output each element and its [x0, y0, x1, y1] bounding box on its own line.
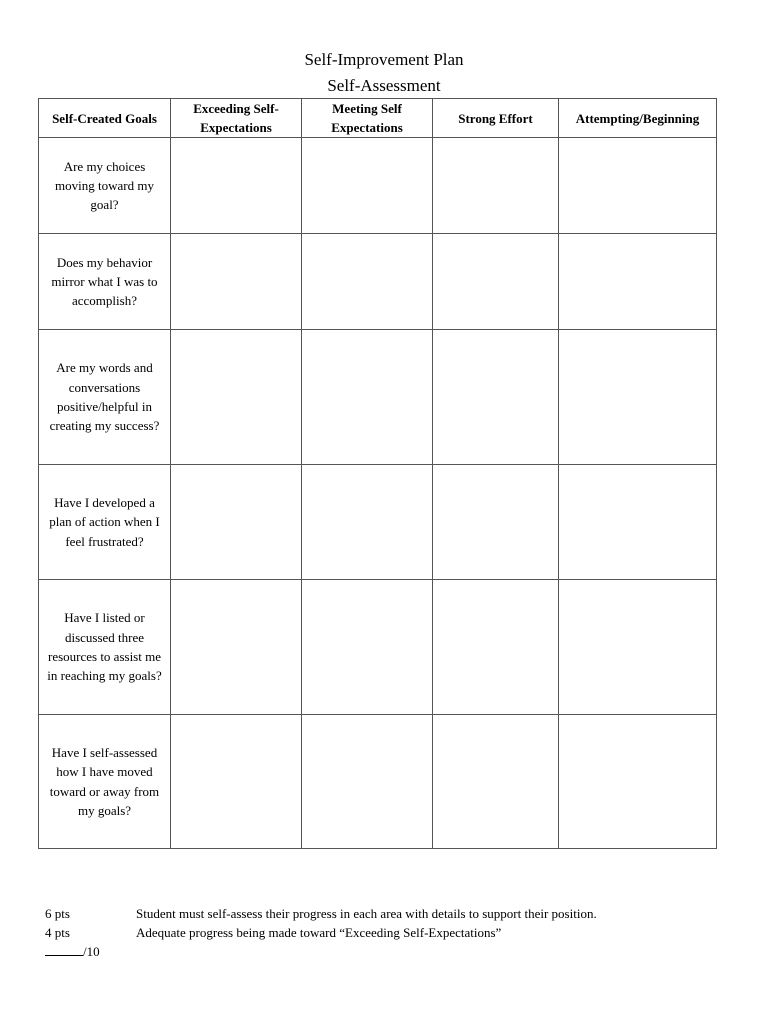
rating-cell-meeting	[302, 138, 433, 234]
goal-cell	[39, 465, 171, 580]
goal-text: Have I self-assessed how I have moved toward or away from my goals?	[49, 744, 160, 818]
goal-cell	[39, 715, 171, 849]
goal-cell	[39, 138, 171, 234]
self-assessment-table	[38, 98, 717, 849]
rating-cell-meeting	[302, 465, 433, 580]
rating-cell-meeting	[302, 234, 433, 330]
rating-cell-strong-effort	[433, 715, 559, 849]
rating-cell-exceeding	[171, 580, 302, 715]
table-row	[39, 580, 717, 715]
rating-cell-exceeding	[171, 138, 302, 234]
rating-cell-strong-effort	[433, 465, 559, 580]
table-row	[39, 138, 717, 234]
scoring-points: 4 pts	[45, 925, 70, 940]
rating-cell-attempting	[559, 580, 717, 715]
goal-cell	[39, 330, 171, 465]
page-title: Self-Improvement Plan	[304, 50, 464, 69]
goal-text: Have I developed a plan of action when I feel frustrated?	[49, 495, 160, 549]
score-blank	[45, 943, 83, 956]
rating-cell-meeting	[302, 330, 433, 465]
rating-cell-attempting	[559, 330, 717, 465]
rating-cell-meeting	[302, 580, 433, 715]
header-exceeding-self-expectations: Exceeding Self-Expectations	[171, 99, 302, 138]
rating-cell-meeting	[302, 715, 433, 849]
rating-cell-strong-effort	[433, 330, 559, 465]
rating-cell-strong-effort	[433, 138, 559, 234]
rating-cell-exceeding	[171, 715, 302, 849]
scoring-line	[45, 905, 597, 923]
page-subtitle: Self-Assessment	[327, 76, 441, 95]
rating-cell-strong-effort	[433, 234, 559, 330]
table-header-row	[39, 99, 717, 138]
rating-cell-attempting	[559, 715, 717, 849]
scoring-description: Student must self-assess their progress in each area with details to support their position.	[136, 906, 597, 921]
rating-cell-exceeding	[171, 234, 302, 330]
goal-cell	[39, 234, 171, 330]
table-row	[39, 465, 717, 580]
rating-cell-attempting	[559, 138, 717, 234]
rating-cell-exceeding	[171, 465, 302, 580]
header-attempting-beginning: Attempting/Beginning	[559, 99, 717, 138]
total-score-line	[45, 943, 100, 961]
rating-cell-exceeding	[171, 330, 302, 465]
total-score: /10	[83, 944, 100, 959]
rating-cell-strong-effort	[433, 580, 559, 715]
table-row	[39, 234, 717, 330]
table-row	[39, 715, 717, 849]
scoring-description: Adequate progress being made toward “Exceeding Self-Expectations”	[136, 925, 502, 940]
goal-text: Are my choices moving toward my goal?	[55, 158, 154, 213]
header-strong-effort: Strong Effort	[433, 99, 559, 138]
goal-cell	[39, 580, 171, 715]
rating-cell-attempting	[559, 234, 717, 330]
header-self-created-goals: Self-Created Goals	[39, 99, 171, 138]
goal-text: Have I listed or discussed three resources to assist me in reaching my goals?	[47, 610, 162, 684]
rating-cell-attempting	[559, 465, 717, 580]
scoring-line	[45, 924, 501, 942]
table-row	[39, 330, 717, 465]
header-meeting-self-expectations: Meeting Self Expectations	[302, 99, 433, 138]
goal-text: Does my behavior mirror what I was to accomplish?	[51, 254, 158, 309]
scoring-points: 6 pts	[45, 906, 70, 921]
goal-text: Are my words and conversations positive/helpful in creating my success?	[49, 360, 160, 434]
